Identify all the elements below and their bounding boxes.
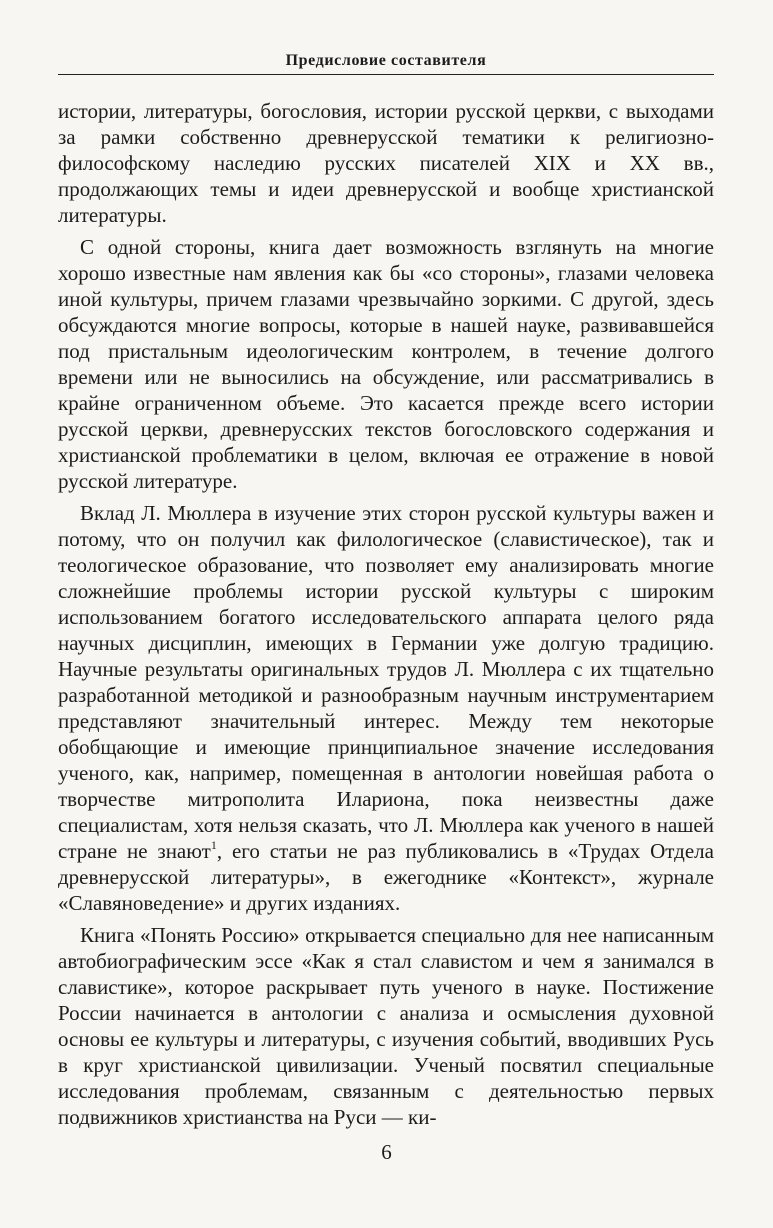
footnote-marker[interactable]: 1 xyxy=(210,838,217,852)
paragraph-3 xyxy=(58,500,714,916)
running-header: Предисловие составителя xyxy=(285,52,487,69)
paragraph-4: Книга «Понять Россию» открывается специально для нее написанным автобиографическим эссе «Как я стал славистом и чем я занимался в славистике», которое раскрывает путь ученого в науке. Постижение России начинается в антологии с анализа и осмысления духовной основы ее культуры и литературы, с изучения событий, вводивших Русь в круг христианской цивилизации. Ученый посвятил специальные исследования проблемам, связанным с деятельностью первых подвижников христианства на Руси — ки- xyxy=(58,923,714,1129)
page-number: 6 xyxy=(381,1140,392,1164)
paragraph-3-tail: , его статьи не раз публиковались в «Трудах Отдела древнерусской литературы», в ежегоднике «Контекст», журнале «Славяноведение» и других изданиях. xyxy=(58,839,714,915)
paragraph-1: истории, литературы, богословия, истории русской церкви, с выходами за рамки собственно древнерусской тематики к религиозно-философскому наследию русских писателей XIX и XX вв., продолжающих темы и идеи древнерусской и вообще христианской литературы. xyxy=(58,99,714,227)
paragraph-2: С одной стороны, книга дает возможность взглянуть на многие хорошо известные нам явления как бы «со стороны», глазами человека иной культуры, причем глазами чрезвычайно зоркими. С другой, здесь обсуждаются многие вопросы, которые в нашей науке, развивавшейся под пристальным идеологическим контролем, в течение долгого времени или не выносились на обсуждение, или рассматривались в крайне ограниченном объеме. Это касается прежде всего истории русской церкви, древнерусских текстов богословского содержания и христианской проблематики в целом, включая ее отражение в новой русской литературе. xyxy=(58,235,714,493)
paragraph-3-text: Вклад Л. Мюллера в изучение этих сторон русской культуры важен и потому, что он получил как филологическое (славистическое), так и теологическое образование, что позволяет ему анализировать многие сложнейшие проблемы истории русской культуры с широким использованием богатого исследовательского аппарата целого ряда научных дисциплин, имеющих в Германии уже долгую традицию. Научные результаты оригинальных трудов Л. Мюллера с их тщательно разработанной методикой и разнообразным научным инструментарием представляют значительный интерес. Между тем некоторые обобщающие и имеющие принципиальное значение исследования ученого, как, например, помещенная в антологии новейшая работа о творчестве митрополита Илариона, пока неизвестны даже специалистам, хотя нельзя сказать, что Л. Мюллера как ученого в нашей стране не знают xyxy=(58,501,714,863)
header-rule xyxy=(58,74,714,75)
body-text xyxy=(58,98,714,1136)
